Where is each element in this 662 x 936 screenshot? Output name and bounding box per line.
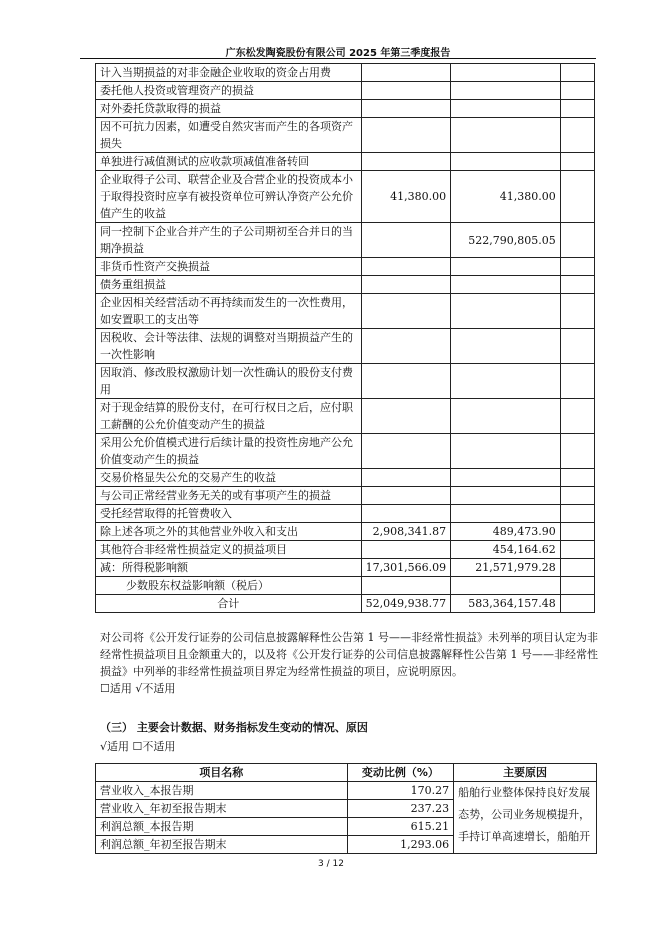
row-value-current: 2,908,341.87 — [361, 523, 450, 541]
table-row — [96, 559, 595, 577]
row-note — [560, 364, 594, 399]
row-note — [560, 399, 594, 434]
main-reason-text: 船舶行业整体保持良好发展态势，公司业务规模提升，手持订单高速增长，船舶开 — [454, 782, 597, 854]
row-value-current — [361, 329, 450, 364]
row-item: 同一控制下企业合并产生的子公司期初至合并日的当期净损益 — [96, 223, 362, 258]
row-value-ytd — [451, 329, 561, 364]
row-item: 企业因相关经营活动不再持续而发生的一次性费用，如安置职工的支出等 — [96, 294, 362, 329]
row-note — [560, 559, 594, 577]
non-recurring-gains-table — [95, 63, 595, 613]
table-row — [96, 434, 595, 469]
table-row — [96, 541, 595, 559]
row-value-current — [361, 577, 450, 595]
row-item: 因取消、修改股权激励计划一次性确认的股份支付费用 — [96, 364, 362, 399]
row-name: 营业收入_年初至报告期末 — [96, 800, 348, 818]
table-row — [96, 171, 595, 223]
row-value-current — [361, 82, 450, 100]
table-row — [96, 577, 595, 595]
row-item: 委托他人投资或管理资产的损益 — [96, 82, 362, 100]
row-value-ytd — [451, 434, 561, 469]
header-item-name: 项目名称 — [96, 764, 348, 782]
table-row — [96, 223, 595, 258]
table-row — [96, 153, 595, 171]
row-name: 利润总额_本报告期 — [96, 818, 348, 836]
row-change-ratio: 170.27 — [347, 782, 454, 800]
row-value-ytd: 522,790,805.05 — [451, 223, 561, 258]
row-note — [560, 82, 594, 100]
row-note — [560, 595, 594, 613]
row-value-current — [361, 118, 450, 153]
applicability-option-1: ☐适用 √不适用 — [100, 682, 176, 695]
row-value-ytd — [451, 258, 561, 276]
table-row — [96, 487, 595, 505]
table-row — [96, 118, 595, 153]
row-item: 因不可抗力因素，如遭受自然灾害而产生的各项资产损失 — [96, 118, 362, 153]
table-row — [96, 469, 595, 487]
row-item: 其他符合非经常性损益定义的损益项目 — [96, 541, 362, 559]
row-item: 除上述各项之外的其他营业外收入和支出 — [96, 523, 362, 541]
header-change-ratio: 变动比例（%） — [347, 764, 454, 782]
row-item: 债务重组损益 — [96, 276, 362, 294]
row-value-current: 17,301,566.09 — [361, 559, 450, 577]
table-row — [96, 523, 595, 541]
total-value-current: 52,049,938.77 — [361, 595, 450, 613]
document-header-title: 广东松发陶瓷股份有限公司 2025 年第三季度报告 — [225, 48, 451, 59]
row-value-current: 41,380.00 — [361, 171, 450, 223]
row-note — [560, 258, 594, 276]
row-item: 单独进行减值测试的应收款项减值准备转回 — [96, 153, 362, 171]
row-value-current — [361, 434, 450, 469]
row-value-current — [361, 223, 450, 258]
table-row — [96, 64, 595, 82]
row-value-current — [361, 294, 450, 329]
table-row — [96, 782, 597, 800]
row-name: 利润总额_年初至报告期末 — [96, 836, 348, 854]
row-value-current — [361, 487, 450, 505]
section-3-title: （三） 主要会计数据、财务指标发生变动的情况、原因 — [100, 721, 368, 734]
header-main-reason: 主要原因 — [454, 764, 597, 782]
row-value-ytd — [451, 577, 561, 595]
row-value-current — [361, 399, 450, 434]
row-note — [560, 577, 594, 595]
row-note — [560, 469, 594, 487]
row-value-ytd — [451, 487, 561, 505]
row-value-ytd — [451, 364, 561, 399]
row-name: 营业收入_本报告期 — [96, 782, 348, 800]
row-value-ytd — [451, 118, 561, 153]
row-item: 因税收、会计等法律、法规的调整对当期损益产生的一次性影响 — [96, 329, 362, 364]
row-item: 交易价格显失公允的交易产生的收益 — [96, 469, 362, 487]
row-note — [560, 223, 594, 258]
row-note — [560, 294, 594, 329]
table-row — [96, 399, 595, 434]
row-item: 非货币性资产交换损益 — [96, 258, 362, 276]
row-value-current — [361, 364, 450, 399]
row-value-current — [361, 276, 450, 294]
row-note — [560, 541, 594, 559]
row-note — [560, 64, 594, 82]
row-value-current — [361, 541, 450, 559]
row-note — [560, 100, 594, 118]
row-value-ytd — [451, 469, 561, 487]
row-value-ytd — [451, 153, 561, 171]
row-item: 对外委托贷款取得的损益 — [96, 100, 362, 118]
table-row — [96, 100, 595, 118]
row-value-current — [361, 505, 450, 523]
row-note — [560, 487, 594, 505]
row-value-ytd — [451, 100, 561, 118]
row-value-ytd — [451, 399, 561, 434]
table-row — [96, 276, 595, 294]
row-note — [560, 276, 594, 294]
row-item: 少数股东权益影响额（税后） — [96, 577, 362, 595]
row-change-ratio: 237.23 — [347, 800, 454, 818]
row-value-ytd: 454,164.62 — [451, 541, 561, 559]
row-value-ytd — [451, 64, 561, 82]
row-item: 减：所得税影响额 — [96, 559, 362, 577]
row-value-ytd — [451, 505, 561, 523]
row-note — [560, 505, 594, 523]
row-item: 采用公允价值模式进行后续计量的投资性房地产公允价值变动产生的损益 — [96, 434, 362, 469]
row-item: 计入当期损益的对非金融企业收取的资金占用费 — [96, 64, 362, 82]
row-item: 企业取得子公司、联营企业及合营企业的投资成本小于取得投资时应享有被投资单位可辨认净资产公允价值产生的收益 — [96, 171, 362, 223]
row-value-ytd — [451, 276, 561, 294]
table-row — [96, 294, 595, 329]
explanation-note: 对公司将《公开发行证券的公司信息披露解释性公告第 1 号——非经常性损益》未列举的项目认定为非经常性损益项目且金额重大的，以及将《公开发行证券的公司信息披露解释性公告第 1 号——非经常性损益》中列举的非经常性损益项目界定为经常性损益的项目，应说明原因。 — [100, 631, 598, 678]
table-row — [96, 329, 595, 364]
row-note — [560, 171, 594, 223]
table-total-row — [96, 595, 595, 613]
row-value-ytd: 21,571,979.28 — [451, 559, 561, 577]
header-divider — [80, 58, 596, 59]
row-note — [560, 153, 594, 171]
row-value-current — [361, 100, 450, 118]
row-change-ratio: 1,293.06 — [347, 836, 454, 854]
row-value-ytd: 41,380.00 — [451, 171, 561, 223]
total-value-ytd: 583,364,157.48 — [451, 595, 561, 613]
row-value-current — [361, 469, 450, 487]
table-header-row — [96, 764, 597, 782]
applicability-option-2: √适用 ☐不适用 — [100, 740, 176, 753]
table-row — [96, 82, 595, 100]
row-item: 对于现金结算的股份支付，在可行权日之后，应付职工薪酬的公允价值变动产生的损益 — [96, 399, 362, 434]
row-note — [560, 523, 594, 541]
row-value-current — [361, 64, 450, 82]
row-item: 与公司正常经营业务无关的或有事项产生的损益 — [96, 487, 362, 505]
row-item: 受托经营取得的托管费收入 — [96, 505, 362, 523]
row-value-ytd — [451, 82, 561, 100]
total-label: 合计 — [96, 595, 362, 613]
row-value-ytd — [451, 294, 561, 329]
row-value-ytd: 489,473.90 — [451, 523, 561, 541]
table-row — [96, 364, 595, 399]
table-row — [96, 505, 595, 523]
row-note — [560, 329, 594, 364]
row-value-current — [361, 153, 450, 171]
row-note — [560, 118, 594, 153]
change-reasons-table — [95, 763, 597, 854]
row-change-ratio: 615.21 — [347, 818, 454, 836]
row-note — [560, 434, 594, 469]
row-value-current — [361, 258, 450, 276]
page-number: 3 / 12 — [318, 859, 344, 869]
table-row — [96, 258, 595, 276]
